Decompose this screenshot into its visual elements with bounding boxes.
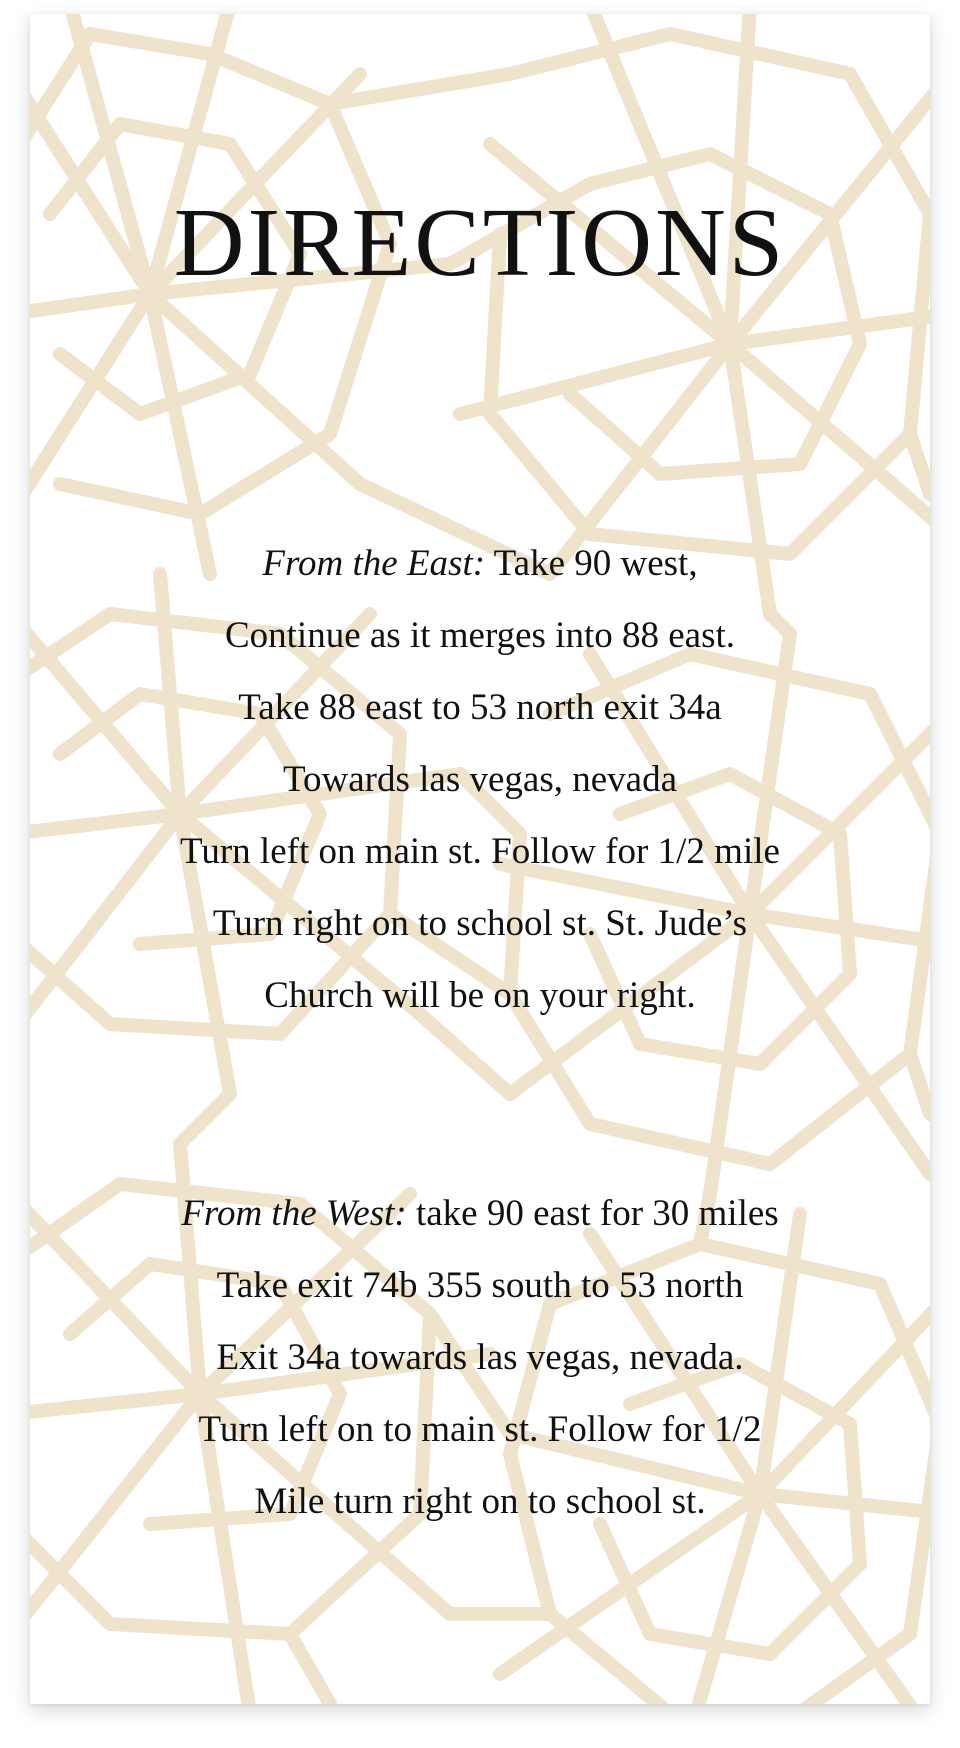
direction-line: [30, 528, 930, 600]
direction-line: Turn left on to main st. Follow for 1/2: [198, 1409, 762, 1450]
direction-line: Turn right on to school st. St. Jude’s: [212, 903, 748, 944]
direction-line: Take exit 74b 355 south to 53 north: [216, 1265, 744, 1306]
direction-text: take 90 east for 30 miles: [406, 1193, 779, 1234]
directions-from-west: [30, 1178, 930, 1538]
page-title: DIRECTIONS: [173, 189, 787, 297]
section-lead-east: From the East:: [262, 543, 486, 584]
directions-card: [30, 14, 930, 1704]
section-lead-west: From the West:: [181, 1193, 407, 1234]
direction-line: Turn left on main st. Follow for 1/2 mile: [180, 831, 780, 872]
direction-line: Church will be on your right.: [264, 975, 696, 1016]
direction-line: Exit 34a towards las vegas, nevada.: [216, 1337, 744, 1378]
directions-from-east: [30, 528, 930, 1032]
direction-line: Continue as it merges into 88 east.: [224, 615, 736, 656]
direction-line: [30, 1178, 930, 1250]
card-content: [30, 14, 930, 1704]
direction-text: Take 90 west,: [485, 543, 698, 584]
direction-line: Take 88 east to 53 north exit 34a: [238, 687, 722, 728]
direction-line: Mile turn right on to school st.: [254, 1481, 706, 1522]
direction-line: Towards las vegas, nevada: [283, 759, 677, 800]
